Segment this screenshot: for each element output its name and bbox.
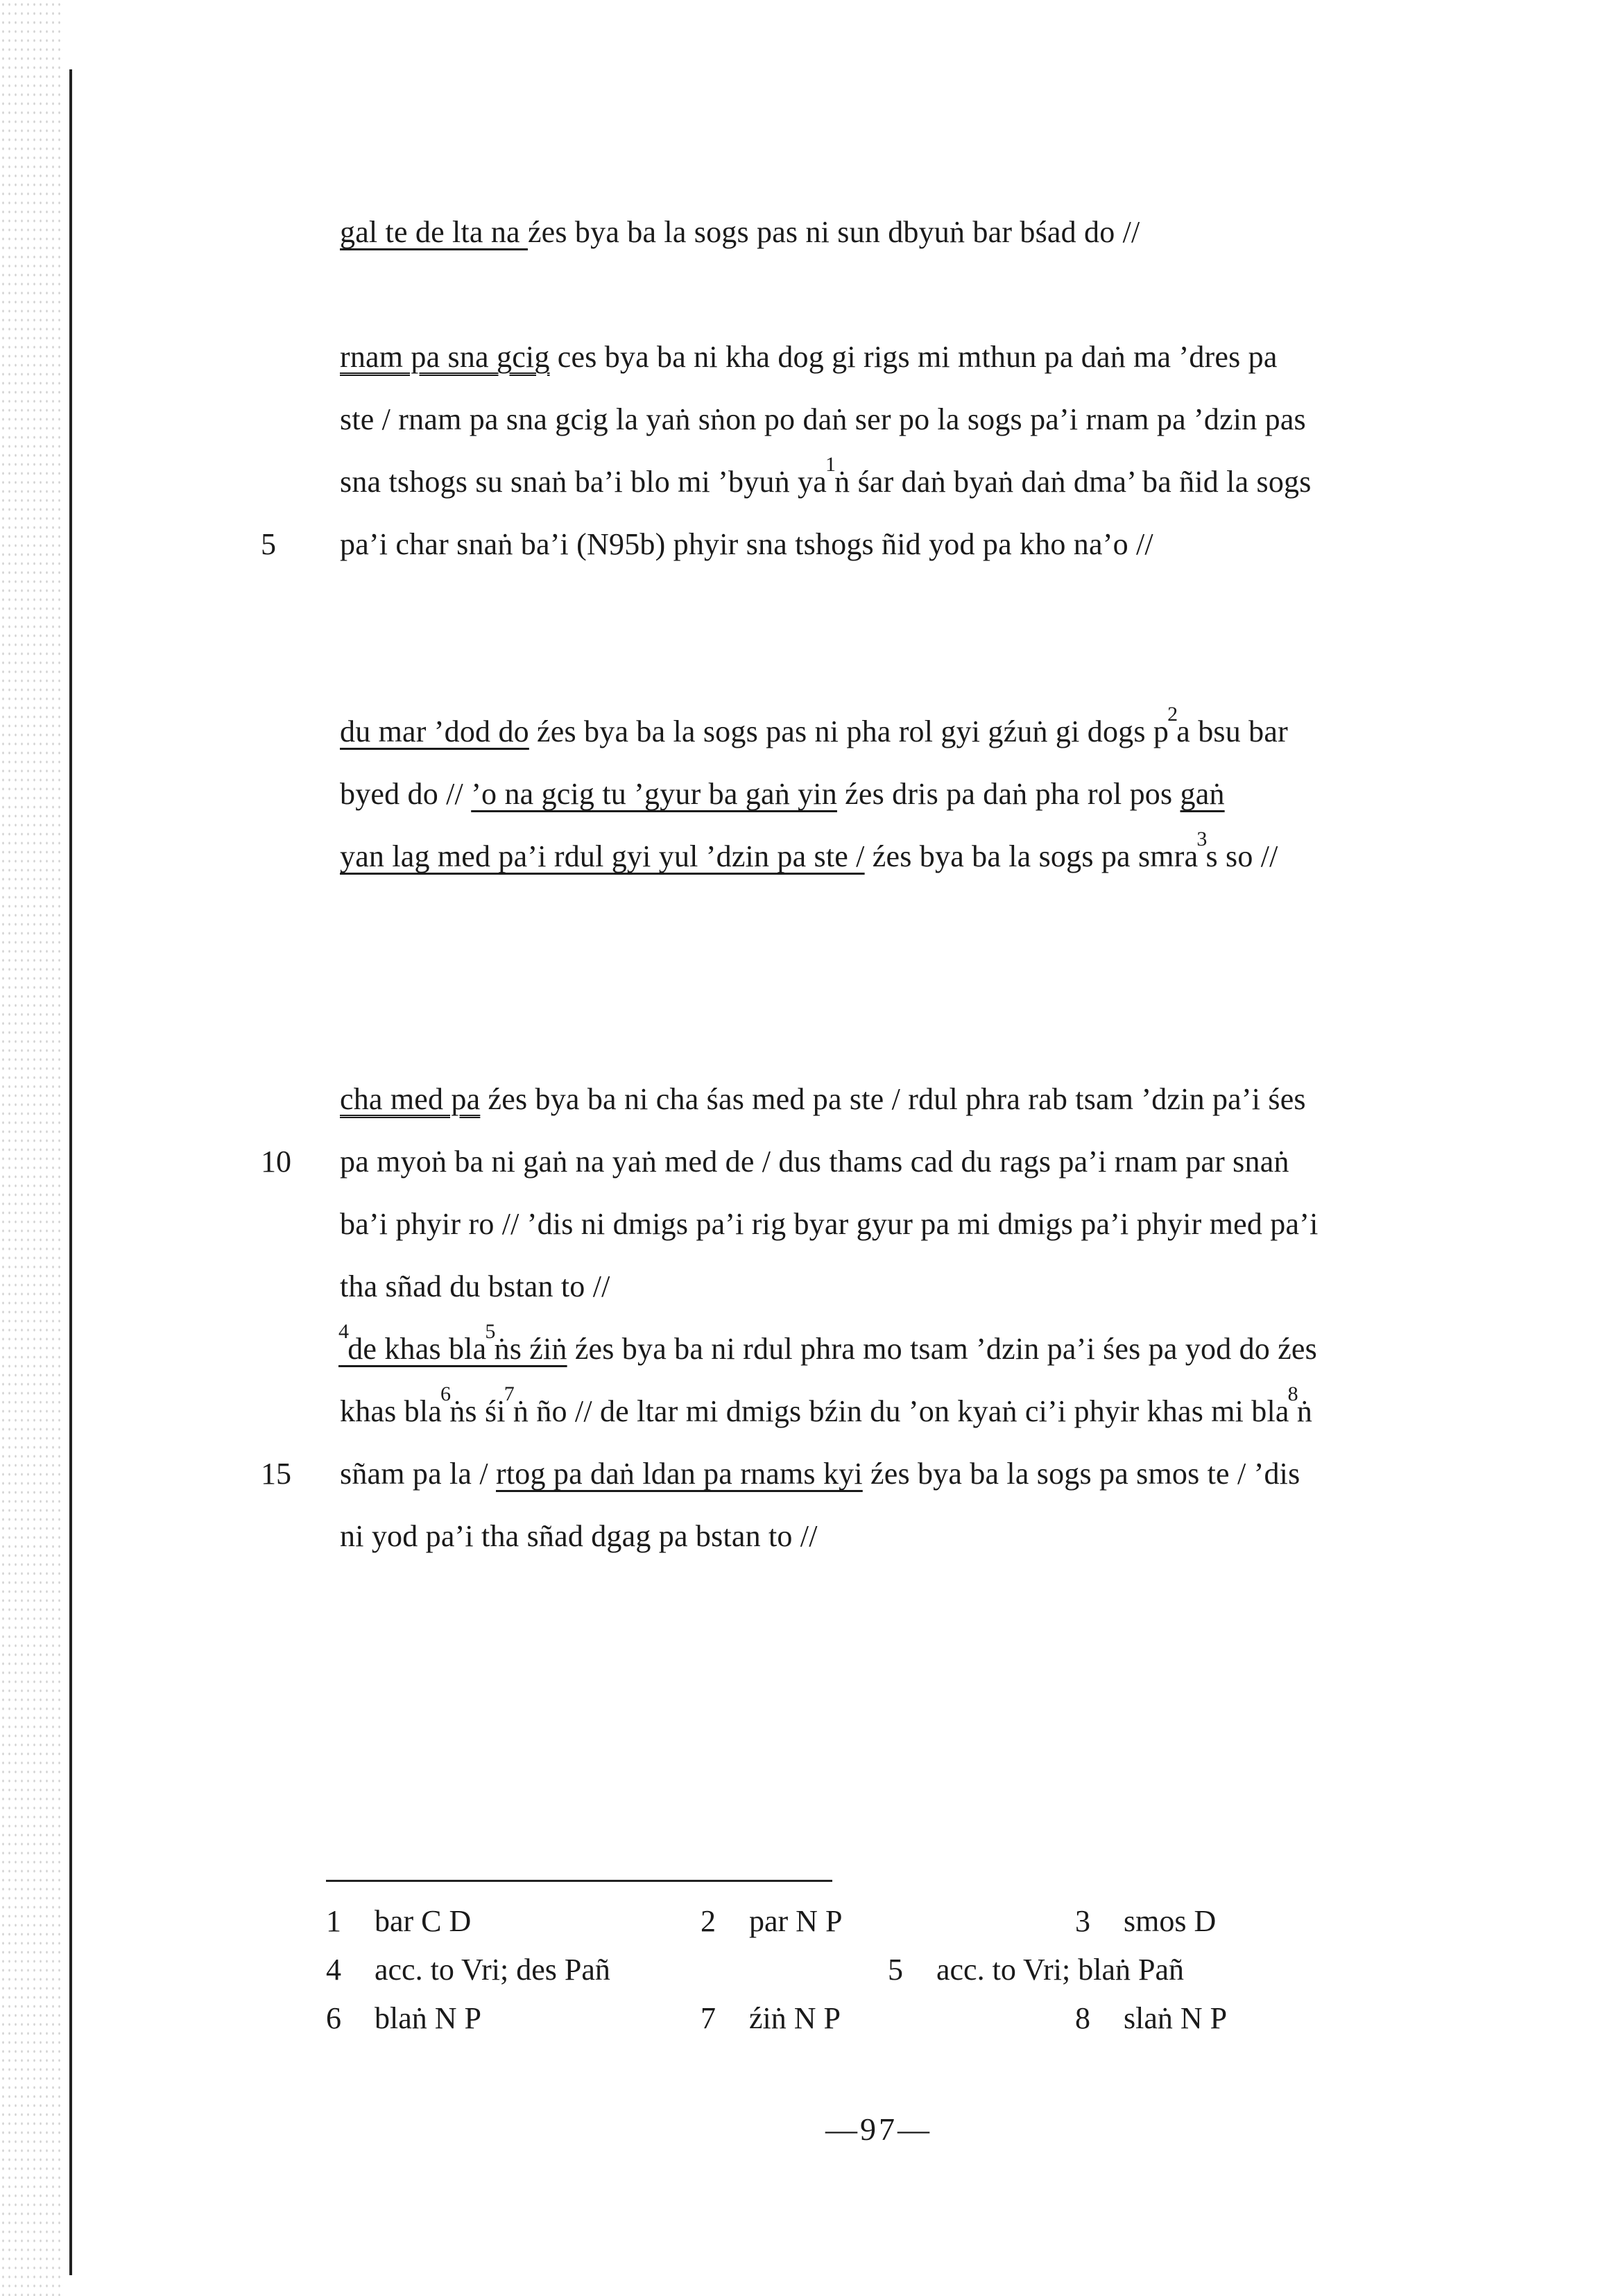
scan-noise-margin — [0, 0, 62, 2296]
text-line-1: gal te de lta na źes bya ba la sogs pas ni sun dbyuṅ bar bśad do // — [340, 215, 1140, 249]
footnote-6: 6 blaṅ N P — [326, 2001, 481, 2035]
text-line-4: sna tshogs su snaṅ ba’i blo mi ’byuṅ $ya^1ṅ$ śar daṅ byaṅ daṅ dma’ ba ñid la sogs — [340, 453, 1312, 499]
footnote-3: 3 smos D — [1075, 1904, 1217, 1938]
lemma-underlined: gal te de lta na — [340, 215, 528, 249]
text-line-5: pa’i char snaṅ ba’i (N95b) phyir sna tshogs ñid yod pa kho na’o // — [340, 527, 1153, 561]
page-number: —97— — [825, 2111, 932, 2147]
footnote-8: 8 slaṅ N P — [1075, 2001, 1228, 2035]
footnote-7: 7 źiṅ N P — [701, 2001, 841, 2035]
footnote-4: 4 acc. to Vri; des Pañ — [326, 1953, 610, 1987]
footnote-1: 1 bar C D — [326, 1904, 472, 1938]
lemma-underlined: rnam pa sna gcig — [340, 340, 550, 374]
line-number-15: 15 — [261, 1457, 291, 1491]
footnote-ref-2: 2 — [1167, 703, 1178, 726]
footnote-ref-8: 8 — [1287, 1382, 1298, 1405]
text-line-12: tha sñad du bstan to // — [340, 1269, 610, 1303]
footnote-ref-1: 1 — [825, 453, 836, 476]
footnote-2: 2 par N P — [701, 1904, 843, 1938]
footnote-ref-3: 3 — [1196, 828, 1208, 850]
footnote-ref-4: 4 — [338, 1320, 350, 1343]
text-line-13: $^4$de khas bla$^5$ṅs źiṅ źes bya ba ni rdul phra mo tsam ’dzin pa’i śes pa yod do źes — [338, 1320, 1317, 1366]
lemma-underlined: rtog pa daṅ ldan pa rnams kyi — [496, 1457, 863, 1491]
line-number-10: 10 — [261, 1145, 291, 1179]
text-line-16: ni yod pa’i tha sñad dgag pa bstan to // — [340, 1519, 818, 1553]
footnote-ref-6: 6 — [440, 1382, 452, 1405]
lemma-underlined: ’o na gcig tu ’gyur ba gaṅ yin — [471, 777, 837, 811]
text-line-8: yan lag med pa’i rdul gyi yul ’dzin pa ste / źes bya ba la sogs pa smra$^3$s so // — [340, 828, 1278, 873]
text-line-2: rnam pa sna gcig ces bya ba ni kha dog gi rigs mi mthun pa daṅ ma ’dres pa — [340, 340, 1278, 374]
line-number-5: 5 — [261, 527, 276, 561]
lemma-underlined: gaṅ — [1180, 777, 1225, 811]
footnote-5: 5 acc. to Vri; blaṅ Pañ — [888, 1953, 1185, 1987]
text-line-9: cha med pa źes bya ba ni cha śas med pa ste / rdul phra rab tsam ’dzin pa’i śes — [340, 1082, 1306, 1116]
footnote-ref-7: 7 — [504, 1382, 515, 1405]
lemma-underlined: $^4$de khas bla$^5$ṅs źiṅ — [338, 1320, 567, 1366]
text-line-7: byed do // ’o na gcig tu ’gyur ba gaṅ yin źes dris pa daṅ pha rol pos gaṅ — [340, 777, 1225, 811]
footnote-rule — [326, 1880, 832, 1882]
text-line-6: du mar ’dod do źes bya ba la sogs pas ni pha rol gyi gźuṅ gi dogs $p^2a$ bsu bar — [340, 703, 1288, 748]
lemma-underlined: yan lag med pa’i rdul gyi yul ’dzin pa ste / — [340, 839, 865, 873]
lemma-underlined: du mar ’dod do — [340, 714, 529, 748]
text-line-3: ste / rnam pa sna gcig la yaṅ sṅon po daṅ ser po la sogs pa’i rnam pa ’dzin pas — [340, 402, 1306, 436]
footnote-ref-5: 5 — [485, 1320, 496, 1343]
text-line-15: sñam pa la / rtog pa daṅ ldan pa rnams kyi źes bya ba la sogs pa smos te / ’dis — [340, 1457, 1300, 1491]
binding-edge-line — [69, 69, 72, 2275]
text-line-10: pa myoṅ ba ni gaṅ na yaṅ med de / dus thams cad du rags pa’i rnam par snaṅ — [340, 1145, 1289, 1179]
lemma-underlined: cha med pa — [340, 1082, 481, 1116]
text-line-11: ba’i phyir ro // ’dis ni dmigs pa’i rig byar gyur pa mi dmigs pa’i phyir med pa’i — [340, 1207, 1319, 1241]
text-line-14: khas bla$^6$ṅs $śi^7ṅ$ ño // de ltar mi dmigs bźin du ’on kyaṅ ci’i phyir khas mi bla$^8$ṅ — [340, 1382, 1313, 1428]
